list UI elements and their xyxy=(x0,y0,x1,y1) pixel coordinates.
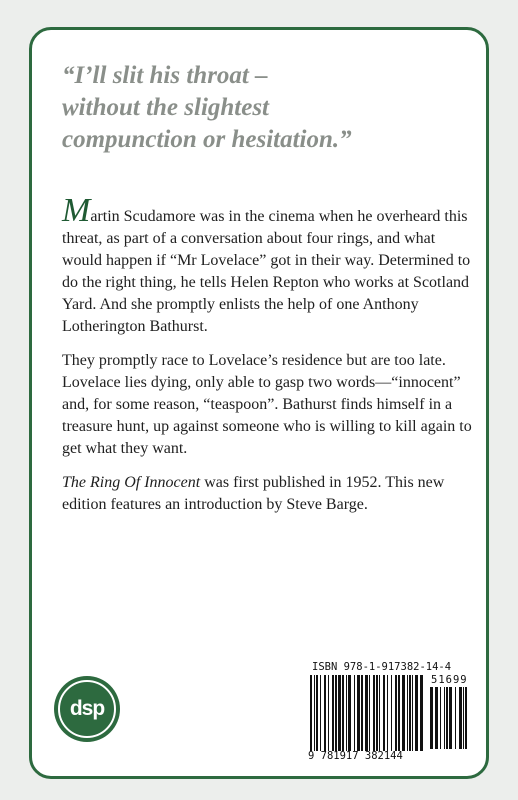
barcode-bar xyxy=(395,675,397,751)
barcode-bar xyxy=(446,687,448,749)
dsp-publisher-logo-icon xyxy=(54,676,120,742)
blurb-paragraph-3 xyxy=(62,472,472,516)
barcode-bar xyxy=(376,675,378,751)
book-title: The Ring Of Innocent xyxy=(62,474,201,491)
barcode-bar xyxy=(387,675,388,751)
barcode-bar xyxy=(310,675,312,751)
pull-quote xyxy=(62,60,472,156)
barcode-bar xyxy=(335,675,337,751)
barcode-bar xyxy=(463,687,464,749)
barcode-block xyxy=(306,657,473,765)
barcode-bar xyxy=(407,675,408,751)
barcode-bar xyxy=(444,687,445,749)
barcode-bar xyxy=(369,675,370,751)
blurb-paragraph-1-text: artin Scudamore was in the cinema when he overheard this threat, as part of a conversation about four rings, and what would happen if “Mr Lovelace” got in their way. Determined to do the right thing, he tells Helen Repton who works at Scotland Yard. And she promptly enlists the help of one Anthony Lotherington Bathurst. xyxy=(62,208,471,335)
barcode-bar xyxy=(316,675,318,751)
barcode-bar xyxy=(409,675,411,751)
addon-barcode-icon xyxy=(430,687,470,749)
drop-cap: M xyxy=(62,192,91,229)
barcode-bar xyxy=(420,675,423,751)
barcode-bar xyxy=(324,675,326,751)
barcode-bar xyxy=(348,675,351,751)
barcode-bar xyxy=(455,687,456,749)
barcode-bar xyxy=(373,675,375,751)
barcode-bar xyxy=(465,687,467,749)
blurb xyxy=(62,192,472,528)
barcode-bar xyxy=(440,687,441,749)
barcode-bar xyxy=(398,675,400,751)
barcode-bar xyxy=(415,675,418,751)
barcode-bar xyxy=(342,675,344,751)
barcode-bar xyxy=(314,675,315,751)
barcode-bar xyxy=(332,675,334,751)
barcode-bar xyxy=(320,675,321,751)
barcode-bar xyxy=(361,675,363,751)
price-addon-number: 51699 xyxy=(431,674,468,686)
barcode-bar xyxy=(383,675,385,751)
barcode-bar xyxy=(459,687,462,749)
isbn-number: ISBN 978-1-917382-14-4 xyxy=(312,661,452,673)
quote-line-1: “I’ll slit his throat – xyxy=(62,62,268,89)
barcode-bar xyxy=(365,675,368,751)
ean-number: 9 781917 382144 xyxy=(308,750,403,762)
barcode-bar xyxy=(379,675,380,751)
logo-ring xyxy=(58,680,116,738)
quote-line-3: compunction or hesitation.” xyxy=(62,126,352,153)
barcode-bar xyxy=(449,687,452,749)
barcode-bar xyxy=(328,675,329,751)
barcode-bar xyxy=(412,675,413,751)
ean13-barcode-icon xyxy=(310,675,426,751)
barcode-bar xyxy=(354,675,355,751)
blurb-paragraph-2: They promptly race to Lovelace’s residence but are too late. Lovelace lies dying, only able to gasp two words—“innocent” and, for some reason, “teaspoon”. Bathurst finds himself in a treasure hunt, up against someone who is willing to kill again to get what they want. xyxy=(62,352,472,457)
barcode-bar xyxy=(338,675,341,751)
barcode-bar xyxy=(357,675,360,751)
barcode-bar xyxy=(402,675,405,751)
barcode-bar xyxy=(430,687,433,749)
blurb-paragraph-1 xyxy=(62,192,472,338)
blurb-paragraph-3-text: was first published in 1952. This new edition features an introduction by Steve Barge. xyxy=(62,474,445,513)
barcode-bar xyxy=(346,675,347,751)
barcode-bar xyxy=(435,687,438,749)
logo-text: dsp xyxy=(69,697,105,720)
barcode-bar xyxy=(391,675,392,751)
quote-line-2: without the slightest xyxy=(62,94,270,121)
